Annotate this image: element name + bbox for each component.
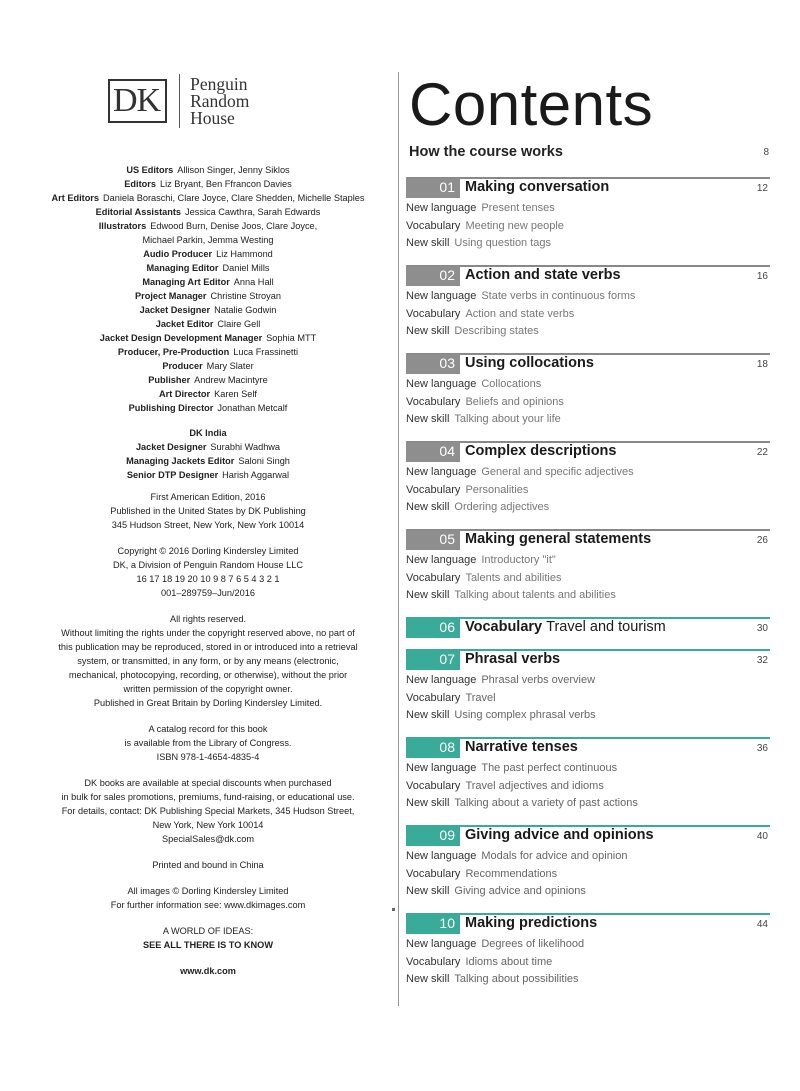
detail-value: Meeting new people xyxy=(465,219,564,232)
unit-number: 06 xyxy=(439,619,455,635)
unit-rule xyxy=(406,737,770,739)
unit-entry-04[interactable] xyxy=(406,441,770,516)
detail-label: New skill xyxy=(406,973,450,986)
unit-entry-07[interactable] xyxy=(406,649,770,724)
unit-header xyxy=(406,529,770,550)
detail-label: New skill xyxy=(406,709,450,722)
unit-details xyxy=(406,758,770,812)
unit-number-badge xyxy=(406,530,460,550)
credit-names: Andrew Macintyre xyxy=(194,375,268,385)
unit-title xyxy=(465,531,651,547)
imprint-line: Without limiting the rights under the copyright reserved above, no part of xyxy=(61,628,355,638)
credit-row xyxy=(20,233,396,247)
dk-logo-mark xyxy=(108,79,167,123)
detail-value: Travel xyxy=(465,691,496,704)
page-number: 22 xyxy=(756,447,768,458)
unit-details xyxy=(406,462,770,516)
logo-divider xyxy=(179,74,180,128)
credit-row xyxy=(20,387,396,401)
credit-names: Michael Parkin, Jemma Westing xyxy=(142,235,274,245)
unit-detail-row xyxy=(406,795,770,813)
website[interactable]: www.dk.com xyxy=(180,966,236,976)
detail-value: The past perfect continuous xyxy=(481,761,618,774)
unit-detail-row xyxy=(406,481,770,499)
detail-label: Vocabulary xyxy=(406,483,461,496)
detail-value: Using question tags xyxy=(454,237,552,250)
credit-rows xyxy=(20,163,396,415)
unit-details xyxy=(406,846,770,900)
unit-entry-01[interactable] xyxy=(406,177,770,252)
unit-entry-05[interactable] xyxy=(406,529,770,604)
unit-number-badge xyxy=(406,354,460,374)
intro-label: How the course works xyxy=(409,144,563,160)
unit-number: 08 xyxy=(439,739,455,755)
credit-role: Art Editors xyxy=(51,193,99,203)
detail-value: Talking about talents and abilities xyxy=(454,589,616,602)
imprint-line: All rights reserved. xyxy=(169,614,247,624)
detail-value: Collocations xyxy=(481,377,542,390)
credit-names: Daniela Boraschi, Clare Joyce, Clare Shedden, Michelle Staples xyxy=(103,193,365,203)
unit-number: 07 xyxy=(439,651,455,667)
credit-names: Luca Frassinetti xyxy=(233,347,299,357)
imprint-line: Published in the United States by DK Publishing xyxy=(110,506,306,516)
page-number: 30 xyxy=(756,623,768,634)
unit-number: 02 xyxy=(439,267,455,283)
detail-label: Vocabulary xyxy=(406,779,461,792)
unit-number-badge xyxy=(406,442,460,462)
imprint-line: 001–289759–Jun/2016 xyxy=(160,588,255,598)
unit-detail-row xyxy=(406,375,770,393)
unit-number-badge xyxy=(406,618,460,638)
credit-row xyxy=(20,303,396,317)
detail-label: New skill xyxy=(406,797,450,810)
imprint-line: For details, contact: DK Publishing Special Markets, 345 Hudson Street, xyxy=(61,806,355,816)
unit-title-text: Action and state verbs xyxy=(465,267,621,283)
detail-value: Using complex phrasal verbs xyxy=(454,709,596,722)
detail-value: Talking about possibilities xyxy=(454,973,579,986)
page-number: 40 xyxy=(756,831,768,842)
unit-title xyxy=(465,827,654,843)
page-number: 44 xyxy=(756,919,768,930)
unit-entry-06[interactable] xyxy=(406,617,770,638)
unit-detail-row xyxy=(406,671,770,689)
page-number: 8 xyxy=(763,147,769,158)
publisher-line: Random xyxy=(190,90,250,111)
detail-value: Modals for advice and opinion xyxy=(481,849,628,862)
detail-label: New language xyxy=(406,937,477,950)
detail-value: Beliefs and opinions xyxy=(465,395,564,408)
unit-detail-row xyxy=(406,883,770,901)
unit-number-badge xyxy=(406,178,460,198)
unit-entry-09[interactable] xyxy=(406,825,770,900)
detail-label: New language xyxy=(406,673,477,686)
image-credits xyxy=(16,884,400,912)
unit-number-badge xyxy=(406,266,460,286)
imprint-line: First American Edition, 2016 xyxy=(150,492,266,502)
credit-row xyxy=(20,275,396,289)
credit-names: Natalie Godwin xyxy=(214,305,277,315)
credit-row xyxy=(20,205,396,219)
credit-names: Anna Hall xyxy=(233,277,274,287)
detail-label: New language xyxy=(406,465,477,478)
unit-title xyxy=(465,355,594,371)
unit-title-text: Giving advice and opinions xyxy=(465,827,654,843)
unit-title-text: Phrasal verbs xyxy=(465,651,561,667)
detail-value: Idioms about time xyxy=(465,955,553,968)
unit-number: 09 xyxy=(439,827,455,843)
detail-label: Vocabulary xyxy=(406,395,461,408)
unit-details xyxy=(406,670,770,724)
detail-value: Phrasal verbs overview xyxy=(481,673,596,686)
slogan-line-2: SEE ALL THERE IS TO KNOW xyxy=(143,940,273,950)
unit-detail-row xyxy=(406,865,770,883)
credit-names: Allison Singer, Jenny Siklos xyxy=(177,165,290,175)
detail-value: Degrees of likelihood xyxy=(481,937,585,950)
imprint-line: in bulk for sales promotions, premiums, fund-raising, or educational use. xyxy=(61,792,355,802)
credit-names: Jessica Cawthra, Sarah Edwards xyxy=(185,207,321,217)
credit-role: Publisher xyxy=(148,375,191,385)
unit-detail-row xyxy=(406,587,770,605)
imprint-line: DK, a Division of Penguin Random House LLC xyxy=(113,560,303,570)
page-number: 26 xyxy=(756,535,768,546)
publisher-line: House xyxy=(190,107,235,128)
credit-role: Illustrators xyxy=(98,221,147,231)
unit-detail-row xyxy=(406,463,770,481)
unit-header xyxy=(406,353,770,374)
credit-names: Mary Slater xyxy=(206,361,254,371)
imprint-line: For further information see: www.dkimages.com xyxy=(110,900,306,910)
detail-label: New skill xyxy=(406,589,450,602)
imprint-line: DK books are available at special discounts when purchased xyxy=(84,778,332,788)
unit-number-badge xyxy=(406,826,460,846)
unit-details xyxy=(406,286,770,340)
credit-names: Harish Aggarwal xyxy=(222,470,290,480)
unit-detail-row xyxy=(406,287,770,305)
unit-header xyxy=(406,441,770,462)
detail-label: Vocabulary xyxy=(406,571,461,584)
unit-entry-03[interactable] xyxy=(406,353,770,428)
credit-role: US Editors xyxy=(126,165,174,175)
rights-notice xyxy=(16,612,400,710)
unit-number: 10 xyxy=(439,915,455,931)
detail-value: Travel adjectives and idioms xyxy=(465,779,604,792)
detail-value: Recommendations xyxy=(465,867,558,880)
page-number: 18 xyxy=(756,359,768,370)
unit-detail-row xyxy=(406,847,770,865)
detail-label: Vocabulary xyxy=(406,691,461,704)
unit-detail-row xyxy=(406,971,770,989)
detail-label: New language xyxy=(406,201,477,214)
unit-details xyxy=(406,934,770,988)
copyright-info xyxy=(16,544,400,600)
unit-detail-row xyxy=(406,707,770,725)
unit-detail-row xyxy=(406,217,770,235)
credit-role: Jacket Designer xyxy=(139,305,211,315)
unit-entry-08[interactable] xyxy=(406,737,770,812)
credits-list xyxy=(20,163,396,482)
unit-title-text: Making predictions xyxy=(465,915,598,931)
credit-row xyxy=(20,331,396,345)
page-number: 36 xyxy=(756,743,768,754)
unit-number: 03 xyxy=(439,355,455,371)
dk-penguin-logo xyxy=(108,74,249,128)
unit-entry-10[interactable] xyxy=(406,913,770,988)
credit-role: Audio Producer xyxy=(143,249,213,259)
detail-value: General and specific adjectives xyxy=(481,465,634,478)
detail-value: State verbs in continuous forms xyxy=(481,289,636,302)
credit-role: Editors xyxy=(124,179,156,189)
credit-names: Surabhi Wadhwa xyxy=(210,442,281,452)
unit-detail-row xyxy=(406,935,770,953)
unit-detail-row xyxy=(406,305,770,323)
credit-row xyxy=(20,163,396,177)
unit-detail-row xyxy=(406,759,770,777)
credit-row xyxy=(20,359,396,373)
page-number: 32 xyxy=(756,655,768,666)
credit-role: Art Director xyxy=(159,389,211,399)
credit-role: Managing Jackets Editor xyxy=(126,456,235,466)
credit-names: Liz Hammond xyxy=(216,249,273,259)
detail-label: New language xyxy=(406,553,477,566)
imprint-line: All images © Dorling Kindersley Limited xyxy=(127,886,289,896)
unit-number: 04 xyxy=(439,443,455,459)
unit-detail-row xyxy=(406,235,770,253)
imprint-line: 16 17 18 19 20 10 9 8 7 6 5 4 3 2 1 xyxy=(136,574,280,584)
credit-names: Christine Stroyan xyxy=(210,291,281,301)
credit-row xyxy=(20,345,396,359)
credit-names: Claire Gell xyxy=(217,319,261,329)
unit-details xyxy=(406,198,770,252)
print-mark xyxy=(392,908,395,911)
unit-rule xyxy=(406,649,770,651)
imprint-line: Copyright © 2016 Dorling Kindersley Limited xyxy=(117,546,299,556)
imprint-line: mechanical, photocopying, recording, or otherwise), without the prior xyxy=(68,670,348,680)
credit-names: Edwood Burn, Denise Joos, Clare Joyce, xyxy=(150,221,318,231)
credit-role: Publishing Director xyxy=(128,403,214,413)
imprint-line: ISBN 978-1-4654-4835-4 xyxy=(156,752,260,762)
unit-detail-row xyxy=(406,199,770,217)
credit-role: Managing Editor xyxy=(146,263,219,273)
credit-role: Project Manager xyxy=(135,291,207,301)
credit-names: Sophia MTT xyxy=(266,333,317,343)
unit-header xyxy=(406,265,770,286)
catalog-record xyxy=(16,722,400,764)
credit-role: Jacket Design Development Manager xyxy=(99,333,263,343)
publisher-line: Penguin xyxy=(190,73,248,94)
unit-title-text: Narrative tenses xyxy=(465,739,578,755)
credit-names: Daniel Mills xyxy=(222,263,270,273)
detail-value: Present tenses xyxy=(481,201,555,214)
slogan-line-1: A WORLD OF IDEAS: xyxy=(162,926,254,936)
credit-role: Editorial Assistants xyxy=(95,207,182,217)
dk-india-heading: DK India xyxy=(189,428,227,438)
unit-detail-row xyxy=(406,323,770,341)
credit-row xyxy=(20,454,396,468)
unit-detail-row xyxy=(406,953,770,971)
page-title: Contents xyxy=(409,71,654,138)
credit-row xyxy=(20,177,396,191)
unit-title xyxy=(465,443,616,459)
imprint-block xyxy=(16,490,400,978)
unit-title xyxy=(465,651,560,667)
special-sales-info xyxy=(16,776,400,846)
credit-role: Jacket Editor xyxy=(155,319,214,329)
unit-title-text: Complex descriptions xyxy=(465,443,617,459)
credit-row xyxy=(20,468,396,482)
credit-names: Jonathan Metcalf xyxy=(217,403,288,413)
unit-detail-row xyxy=(406,393,770,411)
contents-intro-entry[interactable] xyxy=(409,144,769,164)
unit-detail-row xyxy=(406,569,770,587)
detail-label: New skill xyxy=(406,885,450,898)
detail-label: New skill xyxy=(406,413,450,426)
dk-india-rows xyxy=(20,440,396,482)
unit-header xyxy=(406,177,770,198)
detail-label: Vocabulary xyxy=(406,307,461,320)
imprint-line: SpecialSales@dk.com xyxy=(161,834,255,844)
detail-label: New skill xyxy=(406,325,450,338)
unit-detail-row xyxy=(406,551,770,569)
unit-header xyxy=(406,913,770,934)
edition-info xyxy=(16,490,400,532)
credit-row xyxy=(20,440,396,454)
printed-in: Printed and bound in China xyxy=(152,860,264,870)
unit-header xyxy=(406,617,770,638)
unit-number: 01 xyxy=(439,179,455,195)
detail-label: New skill xyxy=(406,237,450,250)
unit-details xyxy=(406,550,770,604)
imprint-line: system, or transmitted, in any form, or by any means (electronic, xyxy=(77,656,339,666)
unit-number-badge xyxy=(406,738,460,758)
unit-title xyxy=(465,739,578,755)
unit-title-text: Making general statements xyxy=(465,531,652,547)
unit-number-badge xyxy=(406,914,460,934)
credit-row xyxy=(20,261,396,275)
credit-names: Saloni Singh xyxy=(238,456,290,466)
unit-title-text: Making conversation xyxy=(465,179,610,195)
unit-detail-row xyxy=(406,411,770,429)
penguin-random-house-wordmark xyxy=(190,73,250,128)
credit-role: Jacket Designer xyxy=(135,442,207,452)
detail-label: Vocabulary xyxy=(406,219,461,232)
column-divider xyxy=(398,72,399,1006)
detail-label: Vocabulary xyxy=(406,955,461,968)
unit-header xyxy=(406,825,770,846)
credit-row xyxy=(20,401,396,415)
detail-label: New language xyxy=(406,849,477,862)
detail-label: New language xyxy=(406,377,477,390)
credit-role: Producer xyxy=(162,361,203,371)
credit-names: Liz Bryant, Ben Ffrancon Davies xyxy=(159,179,292,189)
imprint-line: written permission of the copyright owner. xyxy=(123,684,293,694)
unit-detail-row xyxy=(406,499,770,517)
credit-names: Karen Self xyxy=(214,389,257,399)
unit-title xyxy=(465,619,666,635)
credit-role: Producer, Pre-Production xyxy=(117,347,230,357)
detail-value: Giving advice and opinions xyxy=(454,885,586,898)
imprint-line: A catalog record for this book xyxy=(148,724,268,734)
detail-value: Action and state verbs xyxy=(465,307,575,320)
credit-row xyxy=(20,373,396,387)
detail-label: New language xyxy=(406,761,477,774)
credit-role: Senior DTP Designer xyxy=(126,470,219,480)
imprint-line: this publication may be reproduced, stored in or introduced into a retrieval xyxy=(58,642,358,652)
unit-entry-02[interactable] xyxy=(406,265,770,340)
credit-row xyxy=(20,219,396,233)
credit-role: Managing Art Editor xyxy=(142,277,230,287)
credit-row xyxy=(20,289,396,303)
unit-title xyxy=(465,179,609,195)
imprint-line: New York, New York 10014 xyxy=(152,820,264,830)
unit-subtitle: Travel and tourism xyxy=(546,619,666,635)
unit-header xyxy=(406,737,770,758)
detail-label: Vocabulary xyxy=(406,867,461,880)
detail-value: Introductory "it" xyxy=(481,553,556,566)
dk-logo-text: DK xyxy=(113,82,161,119)
unit-number-badge xyxy=(406,650,460,670)
unit-title-text: Using collocations xyxy=(465,355,594,371)
page-number: 16 xyxy=(756,271,768,282)
detail-label: New skill xyxy=(406,501,450,514)
credit-row xyxy=(20,317,396,331)
credit-row xyxy=(20,191,396,205)
unit-detail-row xyxy=(406,689,770,707)
unit-detail-row xyxy=(406,777,770,795)
unit-title xyxy=(465,915,597,931)
imprint-line: is available from the Library of Congress. xyxy=(124,738,292,748)
detail-value: Talking about a variety of past actions xyxy=(454,797,638,810)
detail-value: Describing states xyxy=(454,325,539,338)
unit-title xyxy=(465,267,621,283)
imprint-line: 345 Hudson Street, New York, New York 10014 xyxy=(111,520,305,530)
imprint-line: Published in Great Britain by Dorling Kindersley Limited. xyxy=(93,698,323,708)
detail-value: Personalities xyxy=(465,483,529,496)
credit-row xyxy=(20,247,396,261)
page-number: 12 xyxy=(756,183,768,194)
detail-value: Ordering adjectives xyxy=(454,501,550,514)
unit-title-text: Vocabulary xyxy=(465,619,543,635)
detail-value: Talents and abilities xyxy=(465,571,562,584)
unit-header xyxy=(406,649,770,670)
unit-number: 05 xyxy=(439,531,455,547)
detail-value: Talking about your life xyxy=(454,413,561,426)
unit-details xyxy=(406,374,770,428)
detail-label: New language xyxy=(406,289,477,302)
